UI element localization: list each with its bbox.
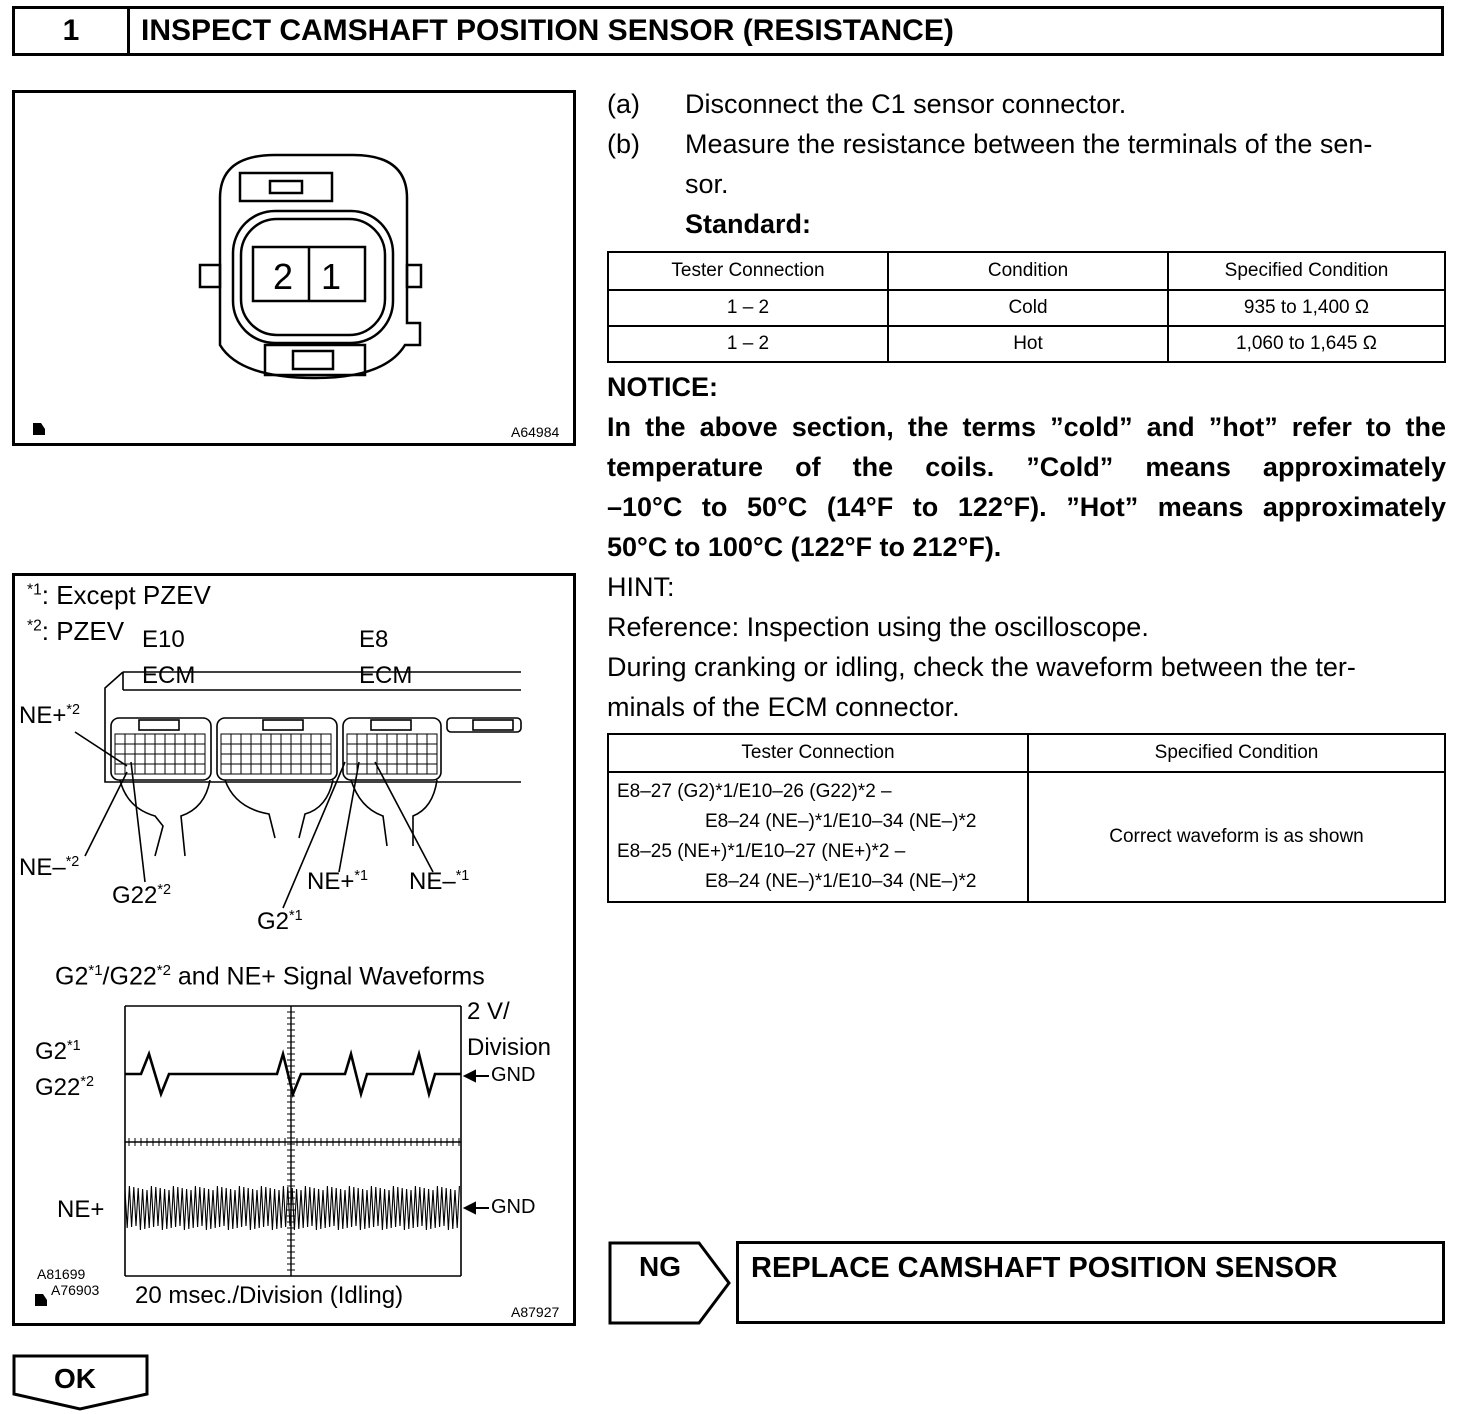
pin-cell: [241, 764, 251, 774]
resistance-table: [607, 251, 1446, 363]
pin-cell: [261, 764, 271, 774]
pin-cell: [301, 754, 311, 764]
table-cell: 935 to 1,400 Ω: [1168, 290, 1445, 326]
sup-mark: *2: [27, 617, 42, 635]
footnote-text: : Except PZEV: [41, 580, 211, 610]
pin-cell: [387, 744, 397, 754]
conn-line: E8–24 (NE–)*1/E10–34 (NE–)*2: [705, 811, 977, 832]
pin-cell: [251, 754, 261, 764]
table-header: Tester Connection: [608, 252, 888, 290]
pin-cell: [115, 764, 125, 774]
pin-cell: [271, 764, 281, 774]
notice-label: NOTICE:: [607, 372, 718, 402]
pin-cell: [195, 764, 205, 774]
pin-cell: [145, 754, 155, 764]
pin-cell: [417, 764, 427, 774]
sensor-connector-figure: [12, 90, 576, 446]
pin-cell: [311, 744, 321, 754]
pin-cell: [367, 734, 377, 744]
ok-tag: [12, 1354, 152, 1412]
figure-code-a: A81699: [37, 1266, 86, 1282]
sup-mark: *1: [27, 581, 42, 599]
pin-cell: [241, 754, 251, 764]
footnote-1: [27, 580, 211, 611]
table-cell: 1 – 2: [608, 326, 888, 362]
label-text: and NE+ Signal Waveforms: [170, 962, 485, 991]
step-number: 1: [15, 9, 130, 53]
pin-cell: [281, 734, 291, 744]
pin-cell: [175, 764, 185, 774]
sup-mark: *2: [65, 854, 80, 870]
pin-cell: [125, 734, 135, 744]
figure-code-c: A87927: [511, 1304, 560, 1320]
pin-cell: [231, 734, 241, 744]
waveform-table: [607, 733, 1446, 903]
pin-cell: [407, 754, 417, 764]
pin-cell: [397, 764, 407, 774]
g22-label: [112, 882, 171, 910]
g2-label: [257, 908, 303, 936]
pin-cell: [427, 764, 437, 774]
pin-cell: [115, 734, 125, 744]
pin-cell: [145, 734, 155, 744]
pin-cell: [347, 764, 357, 774]
pin-cell: [357, 754, 367, 764]
ne-minus-label: [409, 868, 469, 896]
ecm-label-2: ECM: [359, 662, 413, 689]
pin-cell: [175, 744, 185, 754]
pin-cell: [357, 734, 367, 744]
sup-mark: *2: [157, 882, 171, 898]
pin-cell: [321, 754, 331, 764]
step-header: [12, 6, 1444, 56]
g2-waveform: [125, 1054, 461, 1094]
figure-mark-icon: [33, 423, 45, 435]
pin-cell: [115, 754, 125, 764]
ch1-g2-label: [35, 1038, 81, 1066]
pin-cell: [427, 734, 437, 744]
pin-cell: [195, 754, 205, 764]
ng-action-text: REPLACE CAMSHAFT POSITION SENSOR: [751, 1252, 1338, 1284]
pin-cell: [271, 744, 281, 754]
pin-cell: [155, 744, 165, 754]
conn-line: E8–24 (NE–)*1/E10–34 (NE–)*2: [705, 871, 977, 892]
table-cell: Correct waveform is as shown: [1028, 772, 1445, 902]
pin-cell: [367, 744, 377, 754]
pin-cell: [155, 754, 165, 764]
pin-cell: [407, 744, 417, 754]
notice-line: temperature of the coils. ”Cold” means approximately: [607, 452, 1446, 482]
hint-line: During cranking or idling, check the waveform between the ter-: [607, 652, 1356, 682]
terminal-1-label: 1: [321, 256, 342, 297]
figure-code-b: A76903: [51, 1282, 100, 1298]
sup-mark: *1: [88, 962, 103, 979]
pin-cell: [417, 734, 427, 744]
pin-cell: [195, 734, 205, 744]
label-text: G2: [55, 962, 89, 991]
pin-cell: [347, 744, 357, 754]
pin-cell: [321, 764, 331, 774]
pin-cell: [135, 754, 145, 764]
pin-cell: [221, 764, 231, 774]
pin-cell: [241, 744, 251, 754]
step-b-letter: (b): [607, 129, 640, 159]
label-text: NE+: [19, 702, 67, 729]
pin-cell: [185, 754, 195, 764]
conn-line: E8–25 (NE+)*1/E10–27 (NE+)*2 –: [617, 841, 906, 862]
pin-cell: [155, 764, 165, 774]
pin-cell: [165, 734, 175, 744]
sup-mark: *1: [455, 868, 470, 884]
pin-cell: [135, 764, 145, 774]
table-header: Condition: [888, 252, 1168, 290]
standard-label: Standard:: [685, 209, 812, 239]
pin-cell: [125, 754, 135, 764]
notice-line: 50°C to 100°C (122°F to 212°F).: [607, 532, 1002, 562]
pin-cell: [387, 734, 397, 744]
pin-cell: [347, 734, 357, 744]
step-a-text: Disconnect the C1 sensor connector.: [685, 89, 1127, 119]
pin-cell: [291, 754, 301, 764]
table-header: Specified Condition: [1028, 734, 1445, 772]
label-text: NE–: [19, 854, 66, 881]
hint-line: minals of the ECM connector.: [607, 692, 960, 722]
terminal-2-label: 2: [273, 256, 294, 297]
pin-cell: [367, 754, 377, 764]
hint-block: [607, 567, 1446, 727]
table-cell: [608, 772, 1028, 902]
pin-cell: [311, 734, 321, 744]
footnote-text: : PZEV: [41, 616, 125, 646]
pin-cell: [165, 754, 175, 764]
pin-cell: [241, 734, 251, 744]
gnd-arrow-icon: [465, 1071, 489, 1213]
notice-block: [607, 367, 1446, 567]
e8-label: E8: [359, 626, 389, 653]
table-cell: Hot: [888, 326, 1168, 362]
pin-cell: [407, 764, 417, 774]
ne-plus-label: [307, 868, 368, 896]
ch2-ne-label: NE+: [57, 1196, 105, 1223]
gnd-label-1: GND: [491, 1064, 536, 1086]
pin-cell: [377, 734, 387, 744]
pin-grids: [115, 734, 437, 774]
ng-tag: [607, 1240, 733, 1326]
pin-cell: [291, 734, 301, 744]
ne-minus-pzev-label: [19, 854, 79, 882]
step-a-letter: (a): [607, 89, 640, 119]
pin-cell: [387, 754, 397, 764]
pin-cell: [407, 734, 417, 744]
sup-mark: *1: [67, 1038, 81, 1054]
pin-cell: [377, 754, 387, 764]
ecm-label-1: ECM: [142, 662, 196, 689]
pin-cell: [377, 764, 387, 774]
pin-cell: [261, 754, 271, 764]
pin-cell: [231, 744, 241, 754]
pin-cell: [165, 744, 175, 754]
gnd-label-2: GND: [491, 1196, 536, 1218]
pin-cell: [175, 754, 185, 764]
pin-cell: [115, 744, 125, 754]
label-text: G2: [257, 908, 290, 935]
pin-cell: [195, 744, 205, 754]
connector-drawing: [15, 93, 573, 443]
pin-cell: [301, 744, 311, 754]
time-scale-label: 20 msec./Division (Idling): [135, 1282, 404, 1309]
pin-cell: [145, 744, 155, 754]
footnote-2: [27, 616, 124, 647]
pin-cell: [251, 734, 261, 744]
label-text: NE–: [409, 868, 456, 895]
pin-cell: [135, 744, 145, 754]
pin-cell: [221, 754, 231, 764]
ok-tag-label: OK: [54, 1363, 96, 1394]
hint-line: Reference: Inspection using the oscilloscope.: [607, 612, 1149, 642]
step-title: INSPECT CAMSHAFT POSITION SENSOR (RESISTANCE): [141, 14, 954, 47]
pin-cell: [145, 764, 155, 774]
ne-trace: [125, 1186, 459, 1230]
step-b-text: Measure the resistance between the terminals of the sen-: [685, 129, 1373, 159]
table-header: Specified Condition: [1168, 252, 1445, 290]
label-text: NE+: [307, 868, 355, 895]
pin-cell: [281, 754, 291, 764]
pin-cell: [185, 764, 195, 774]
pin-cell: [357, 744, 367, 754]
sup-mark: *1: [354, 868, 368, 884]
pin-cell: [397, 754, 407, 764]
pin-cell: [281, 744, 291, 754]
pin-cell: [291, 744, 301, 754]
waveform-title: [55, 962, 485, 991]
volt-scale-label: 2 V/: [467, 998, 510, 1025]
pin-cell: [417, 744, 427, 754]
ch1-g22-label: [35, 1074, 94, 1102]
pin-cell: [155, 734, 165, 744]
pin-cell: [251, 764, 261, 774]
pin-cell: [125, 744, 135, 754]
step-b-text-cont: sor.: [685, 169, 729, 199]
ecm-waveform-figure: [12, 573, 576, 1326]
ne-plus-pzev-label: [19, 702, 80, 730]
pin-cell: [185, 734, 195, 744]
ne-waveform: [125, 1186, 459, 1230]
pin-cell: [417, 754, 427, 764]
ng-tag-label: NG: [639, 1251, 681, 1282]
pin-cell: [301, 764, 311, 774]
table-cell: 1,060 to 1,645 Ω: [1168, 326, 1445, 362]
pin-cell: [301, 734, 311, 744]
label-text: G22: [112, 882, 158, 909]
label-text: G22: [35, 1074, 81, 1101]
pin-cell: [231, 764, 241, 774]
pin-cell: [311, 764, 321, 774]
pin-cell: [427, 744, 437, 754]
pin-cell: [367, 764, 377, 774]
pin-cell: [291, 764, 301, 774]
pin-cell: [387, 764, 397, 774]
pin-cell: [135, 734, 145, 744]
scope-ticks: [129, 1012, 459, 1270]
pin-cell: [185, 744, 195, 754]
sup-mark: *2: [80, 1074, 94, 1090]
pin-cell: [231, 754, 241, 764]
pin-cell: [397, 744, 407, 754]
table-cell: 1 – 2: [608, 290, 888, 326]
pin-cell: [165, 764, 175, 774]
e10-label: E10: [142, 626, 185, 653]
table-cell: Cold: [888, 290, 1168, 326]
sup-mark: *2: [156, 962, 171, 979]
pin-cell: [427, 754, 437, 764]
pin-cell: [321, 734, 331, 744]
pin-cell: [271, 734, 281, 744]
label-text: /G22: [102, 962, 157, 991]
conn-line: E8–27 (G2)*1/E10–26 (G22)*2 –: [617, 781, 892, 802]
pin-cell: [261, 744, 271, 754]
figure-code: A64984: [511, 424, 560, 440]
pin-cell: [357, 764, 367, 774]
pin-cell: [221, 744, 231, 754]
pin-cell: [125, 764, 135, 774]
pin-cell: [377, 744, 387, 754]
pin-cell: [261, 734, 271, 744]
table-header: Tester Connection: [608, 734, 1028, 772]
label-text: G2: [35, 1038, 68, 1065]
notice-line: –10°C to 50°C (14°F to 122°F). ”Hot” means approximately: [607, 492, 1446, 522]
pin-cell: [397, 734, 407, 744]
pin-cell: [281, 764, 291, 774]
pin-cell: [311, 754, 321, 764]
sup-mark: *2: [66, 702, 80, 718]
pin-cell: [271, 754, 281, 764]
division-label: Division: [467, 1034, 552, 1061]
sup-mark: *1: [289, 908, 303, 924]
notice-line: In the above section, the terms ”cold” and ”hot” refer to the: [607, 412, 1446, 442]
pin-cell: [175, 734, 185, 744]
ng-action-box: [736, 1241, 1445, 1324]
pin-cell: [347, 754, 357, 764]
figure-mark-icon: [35, 1294, 47, 1306]
pin-cell: [221, 734, 231, 744]
pin-cell: [251, 744, 261, 754]
pin-cell: [321, 744, 331, 754]
hint-label: HINT:: [607, 572, 675, 602]
